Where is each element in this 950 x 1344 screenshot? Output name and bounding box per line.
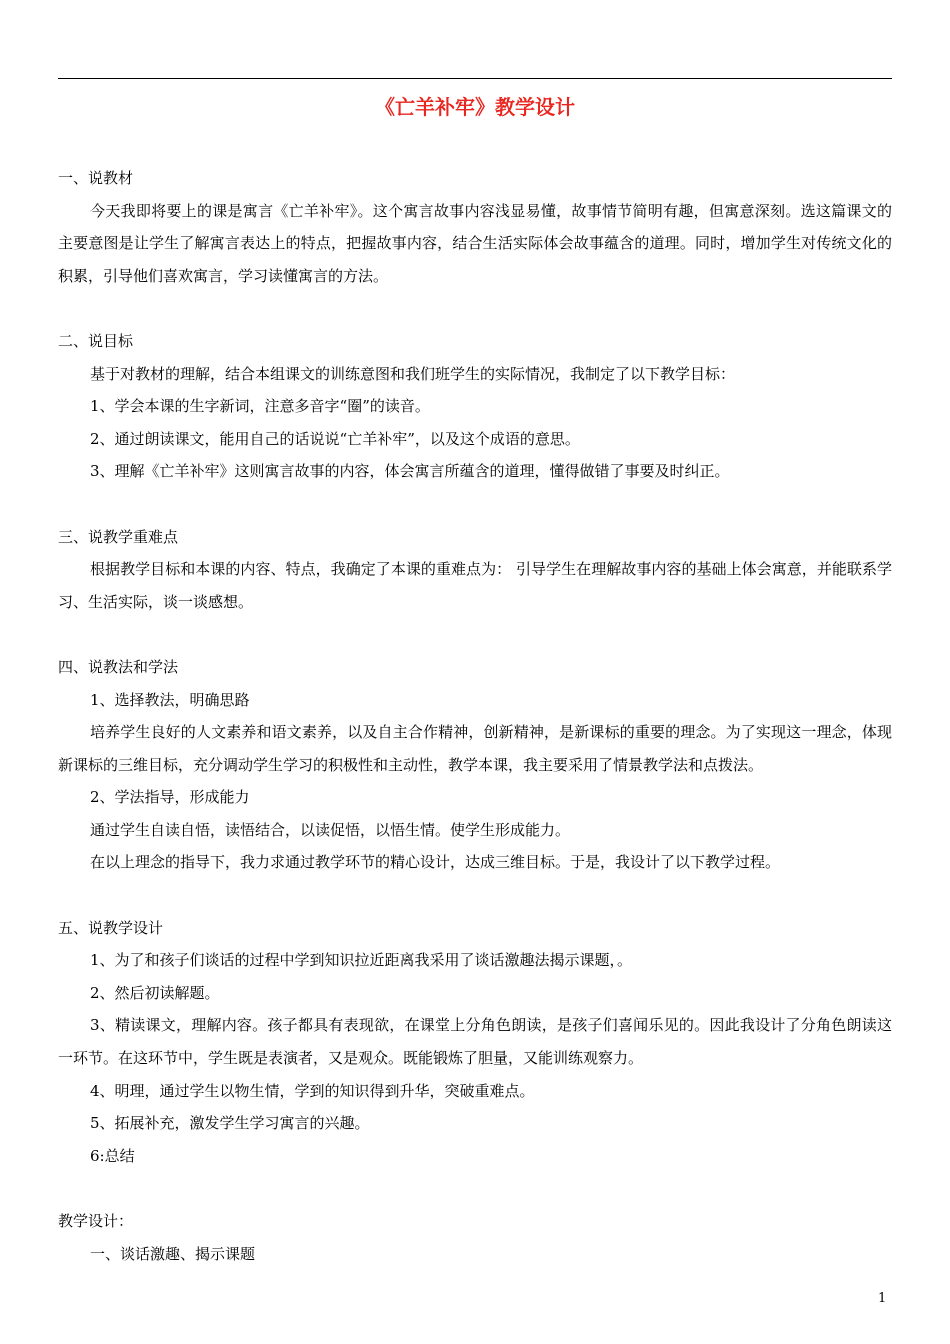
section-spacer [58, 292, 892, 325]
paragraph: 通过学生自读自悟，读悟结合，以读促悟，以悟生情。使学生形成能力。 [90, 820, 571, 839]
section-heading: 五、说教学设计 [58, 918, 164, 937]
page-number: 1 [878, 1291, 887, 1306]
section-heading: 三、说教学重难点 [58, 527, 179, 546]
list-item: 4、明理，通过学生以物生情，学到的知识得到升华，突破重难点。 [90, 1081, 535, 1100]
paragraph: 在以上理念的指导下，我力求通过教学环节的精心设计，达成三维目标。于是，我设计了以下教学过程。 [90, 853, 781, 872]
list-item: 1、学会本课的生字新词，注意多音字“圈”的读音。 [90, 397, 430, 416]
paragraph: 培养学生良好的人文素养和语文素养，以及自主合作精神，创新精神，是新课标的重要的理念。为了实现这一理念，体现新课标的三维目标，充分调动学生学习的积极性和主动性，教学本课，我主要采用了情景教学法和点拨法。 [58, 723, 892, 774]
list-item: 3、精读课文，理解内容。孩子都具有表现欲，在课堂上分角色朗读，是孩子们喜闻乐见的。因此我设计了分角色朗读这一环节。在这环节中，学生既是表演者，又是观众。既能锻炼了胆量，又能训练观察力。 [58, 1016, 892, 1068]
paragraph: 根据教学目标和本课的内容、特点，我确定了本课的重难点为： 引导学生在理解故事内容的基础上体会寓意，并能联系学习、生活实际，谈一谈感想。 [58, 560, 892, 611]
list-item: 3、理解《亡羊补牢》这则寓言故事的内容，体会寓言所蕴含的道理，懂得做错了事要及时纠正。 [90, 462, 730, 481]
subheading: 2、学法指导，形成能力 [90, 788, 250, 807]
section-spacer [58, 618, 892, 651]
subheading: 一、谈话激趣、揭示课题 [90, 1244, 256, 1263]
list-item: 5、拓展补充，激发学生学习寓言的兴趣。 [90, 1114, 370, 1133]
section-spacer [58, 1172, 892, 1205]
header-rule [58, 78, 892, 79]
section-spacer [58, 879, 892, 912]
list-item: 1、为了和孩子们谈话的过程中学到知识拉近距离我采用了谈话激趣法揭示课题，。 [90, 951, 633, 970]
section-heading: 一、说教材 [58, 169, 134, 187]
subheading: 1、选择教法，明确思路 [90, 690, 250, 709]
section-heading: 教学设计： [58, 1212, 134, 1230]
section-heading: 四、说教法和学法 [58, 657, 179, 676]
section-heading: 二、说目标 [58, 331, 134, 350]
list-item: 2、然后初读解题。 [90, 983, 220, 1002]
list-item: 6:总结 [90, 1146, 135, 1165]
section-spacer [58, 488, 892, 521]
paragraph: 基于对教材的理解，结合本组课文的训练意图和我们班学生的实际情况，我制定了以下教学目标： [90, 364, 736, 383]
document-title: 《亡羊补牢》教学设计 [375, 95, 575, 119]
document-body [58, 162, 892, 1270]
list-item: 2、通过朗读课文，能用自己的话说说“亡羊补牢”，以及这个成语的意思。 [90, 429, 580, 448]
paragraph: 今天我即将要上的课是寓言《亡羊补牢》。这个寓言故事内容浅显易懂，故事情节简明有趣，但寓意深刻。选这篇课文的主要意图是让学生了解寓言表达上的特点，把握故事内容，结合生活实际体会故事蕴含的道理。同时，增加学生对传统文化的积累，引导他们喜欢寓言，学习读懂寓言的方法。 [58, 201, 892, 285]
